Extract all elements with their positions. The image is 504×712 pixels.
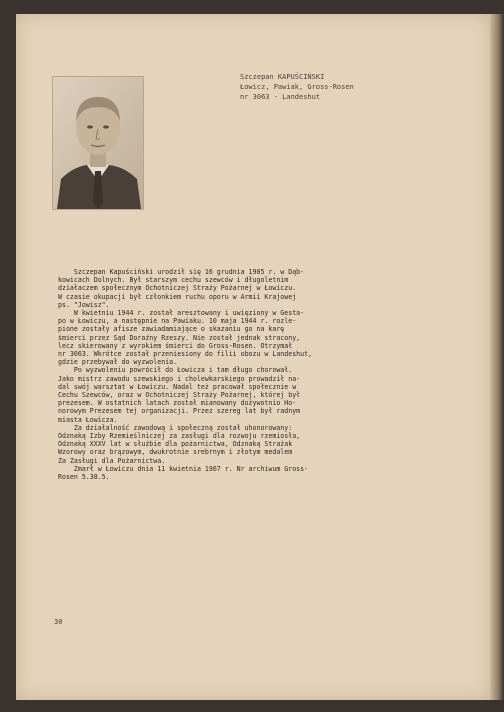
bio-line: Odznaką XXXV lat w służbie dla pożarnictwa, Odznaką Strażak bbox=[58, 440, 293, 449]
bio-line: nr 3063. Wkrótce został przeniesiony do filii obozu w Landeshut, bbox=[58, 350, 313, 359]
person-places: Łowicz, Pawiak, Gross-Rosen bbox=[240, 83, 354, 91]
bio-line: norowym Prezesem tej organizacji. Przez szereg lat był radnym bbox=[58, 407, 301, 416]
biography-text bbox=[58, 268, 458, 481]
portrait-icon bbox=[53, 77, 143, 209]
bio-line: kowicach Dolnych. Był starszym cechu szewców i długoletnim bbox=[58, 276, 289, 285]
bio-line: miasta Łowicza. bbox=[58, 415, 118, 424]
bio-line: Po wyzwoleniu powrócił do Łowicza i tam długo chorował. bbox=[58, 366, 293, 375]
bio-line: Za działalność zawodową i społeczną został uhonorowany: bbox=[58, 423, 293, 432]
bio-line: Zmarł w Łowiczu dnia 11 kwietnia 1967 r. Nr archiwum Gross- bbox=[58, 464, 309, 473]
bio-line: lecz skierowany z wyrokiem śmierci do Gross-Rosen. Otrzymał bbox=[58, 341, 293, 350]
person-name: Szczepan KAPUŚCIŃSKI bbox=[240, 73, 325, 81]
bio-line: W czasie okupacji był członkiem ruchu oporu w Armii Krajowej bbox=[58, 292, 297, 301]
page-number: 30 bbox=[54, 618, 63, 626]
page-edge bbox=[490, 14, 504, 700]
bio-line: Wzorowy oraz brązowym, dwukrotnie srebrnym i złotym medalem bbox=[58, 448, 293, 457]
bio-line: Odznaką Izby Rzemieślniczej za zasługi dla rozwoju rzemiosła, bbox=[58, 432, 301, 441]
bio-line: śmierci przez Sąd Doraźny Rzeszy. Nie został jednak stracony, bbox=[58, 333, 301, 342]
bio-line: Jako mistrz zawodu szewskiego i cholewkarskiego prowadził na- bbox=[58, 374, 301, 383]
bio-line: gdzie przebywał do wyzwolenia. bbox=[58, 358, 178, 367]
bio-line: pione zostały afisze zawiadamiające o skazaniu go na karę bbox=[58, 325, 285, 334]
bio-line: W kwietniu 1944 r. został aresztowany i uwięziony w Gesta- bbox=[58, 309, 305, 318]
portrait-photo bbox=[52, 76, 144, 210]
bio-line: dal swój warsztat w Łowiczu. Nadal też pracował społecznie w bbox=[58, 382, 297, 391]
bio-line: po w Łowiczu, a następnie na Pawiaku. 10 maja 1944 r. rozle- bbox=[58, 317, 297, 326]
bio-line: działaczem społecznym Ochotniczej Straży Pożarnej w Łowiczu. bbox=[58, 284, 297, 293]
bio-line: ps. "Jowisz". bbox=[58, 300, 110, 309]
bio-line: Szczepan Kapuściński urodził się 16 grudnia 1905 r. w Dąb- bbox=[58, 268, 305, 276]
bio-line: Za Zasługi dla Pożarnictwa. bbox=[58, 456, 166, 465]
person-header bbox=[240, 72, 354, 102]
bio-line: Rosen 5.38.5. bbox=[58, 473, 110, 482]
bio-line: Cechu Szewców, oraz w Ochotniczej Straży Pożarnej, której był bbox=[58, 391, 301, 400]
bio-line: prezesem. W ostatnich latach został mianowany dożywotnio Ho- bbox=[58, 399, 297, 408]
person-number: nr 3063 - Landeshut bbox=[240, 93, 321, 101]
